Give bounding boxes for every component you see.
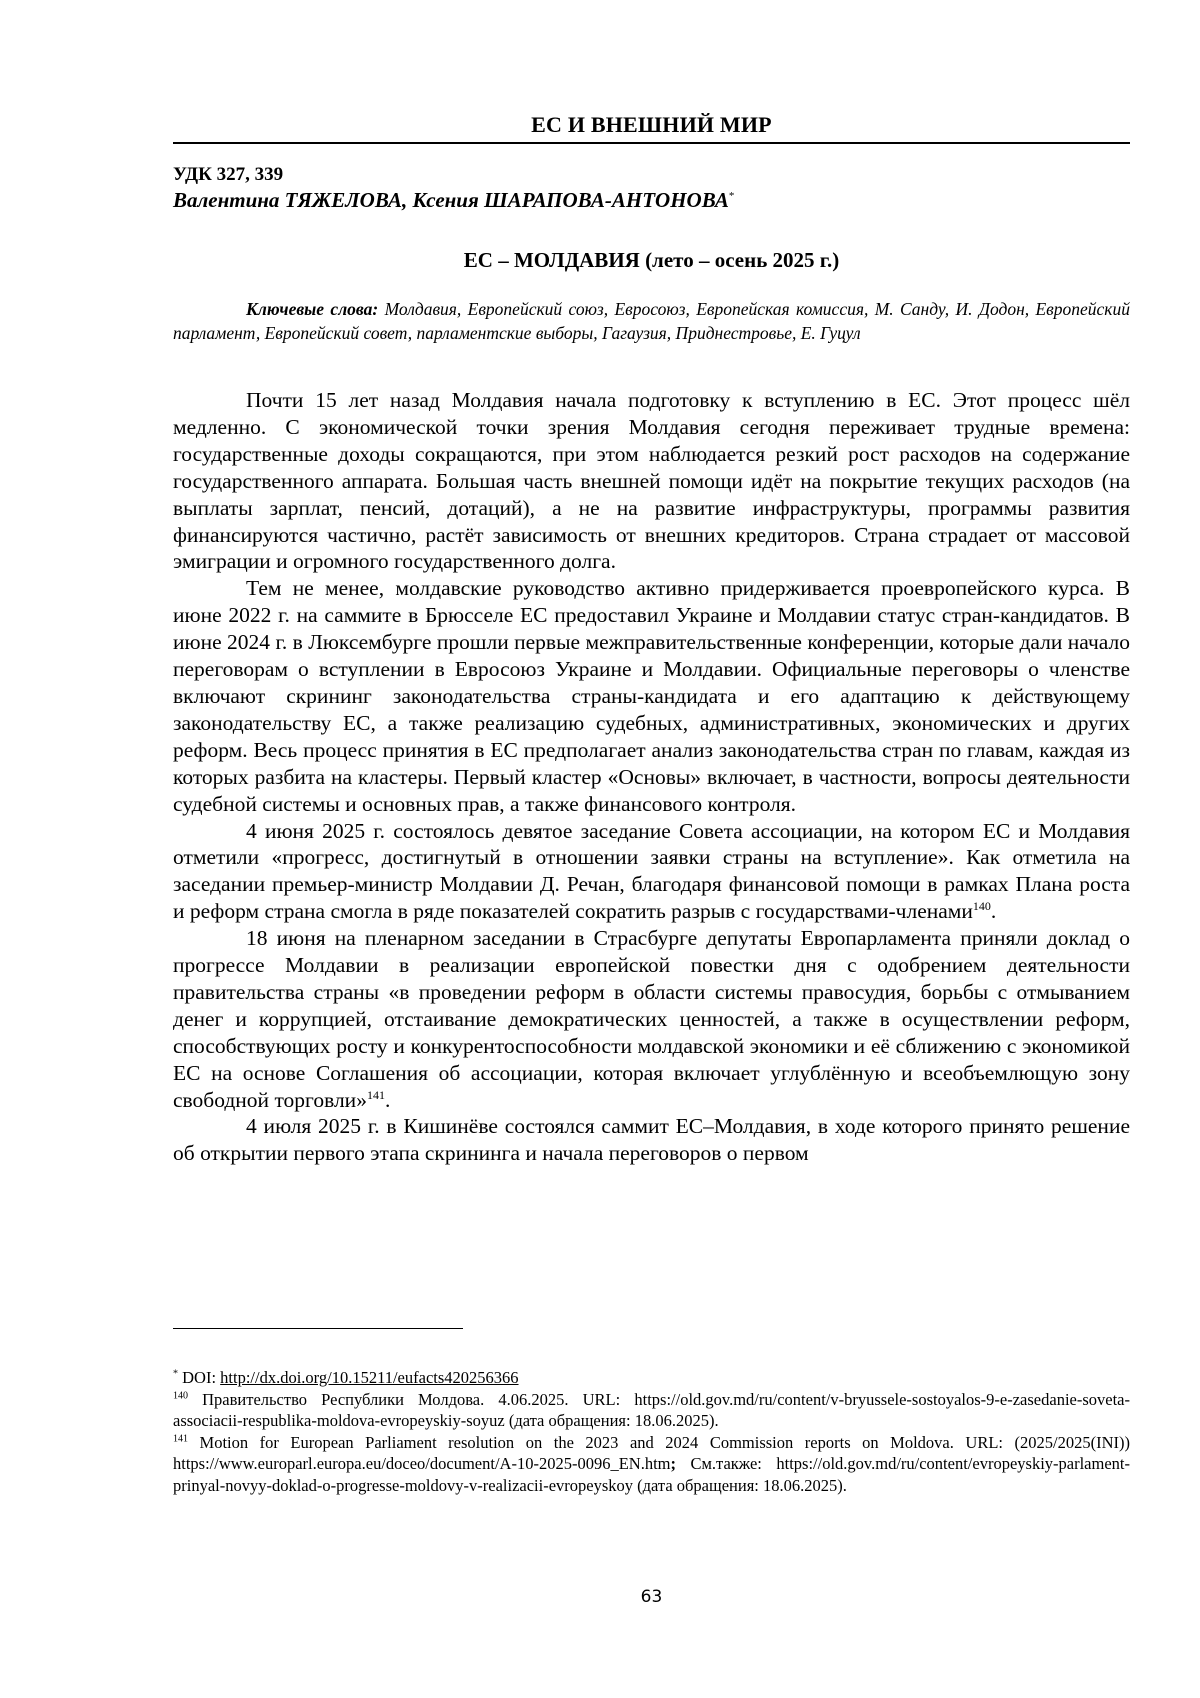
paragraph <box>173 818 1130 926</box>
section-header: ЕС И ВНЕШНИЙ МИР <box>531 112 772 137</box>
article-body <box>173 387 1130 1167</box>
keywords-block <box>173 297 1130 345</box>
footnote-text: Motion for European Parliament resolution on the 2023 and 2024 Commission reports on Moldova. URL: (2025/2025(INI)) https://www.europarl.europa.eu/doceo/document/A-10-2025-0096_EN.htm <box>173 1432 1130 1473</box>
paragraph-end: . <box>990 899 997 924</box>
footnote-text-more: См.также: https://old.gov.md/ru/content/evropeyskiy-parlament-prinyal-novyy-doklad-o-progresse-moldovy-v-realizacii-evropeyskoy (дата обращения: 18.06.2025). <box>173 1454 1130 1495</box>
paragraph: 4 июля 2025 г. в Кишинёве состоялся саммит ЕС–Молдавия, в ходе которого принято решение об открытии первого этапа скрининга и начала переговоров о первом <box>173 1114 1130 1166</box>
footnotes <box>173 1367 1130 1496</box>
footnote-ref-141[interactable]: 141 <box>366 1087 385 1102</box>
paragraph-text: 4 июня 2025 г. состоялось девятое заседание Совета ассоциации, на котором ЕС и Молдавия отметили «прогресс, достигнутый в отношении заявки страны на вступление». Как отметила на заседании премьер-министр Молдавии Д. Речан, благодаря финансовой помощи в рамках Плана роста и реформ страна смогла в ряде показателей сократить разрыв с государствами-членами <box>173 818 1130 924</box>
doi-label: DOI: <box>182 1368 221 1387</box>
footnote-text: Правительство Республики Молдова. 4.06.2025. URL: https://old.gov.md/ru/content/v-bryussele-sostoyalos-9-e-zasedanie-soveta-associacii-respublika-moldova-evropeyskiy-soyuz (дата обращения: 18.06.2025). <box>173 1389 1130 1430</box>
authors-line <box>173 188 734 213</box>
footnote-141 <box>173 1432 1130 1497</box>
footnote-ref-140[interactable]: 140 <box>972 899 991 914</box>
paragraph <box>173 925 1130 1113</box>
footnote-140 <box>173 1389 1130 1432</box>
author-footnote-mark[interactable]: * <box>728 190 735 202</box>
footnote-mark: 141 <box>173 1433 188 1444</box>
udc-code: УДК 327, 339 <box>173 164 284 185</box>
footnote-mark: * <box>173 1368 178 1380</box>
section-divider <box>173 142 1130 144</box>
paragraph-text: 18 июня на пленарном заседании в Страсбурге депутаты Европарламента приняли доклад о прогрессе Молдавии в реализации европейской повестки дня с одобрением деятельности правительства страны «в проведении реформ в области системы правосудия, борьбы с отмыванием денег и коррупцией, отстаивание демократических ценностей, а также в осуществлении реформ, способствующих росту и конкурентоспособности молдавской экономики и её сближению с экономикой ЕС на основе Соглашения об ассоциации, которая включает углублённую и всеобъемлющую зону свободной торговли» <box>173 926 1130 1112</box>
keywords-text: Молдавия, Европейский союз, Евросоюз, Европейская комиссия, М. Санду, И. Додон, Европейский парламент, Европейский совет, парламентские выборы, Гагаузия, Приднестровье, Е. Гуцул <box>173 299 1130 343</box>
footnote-separator: ; <box>670 1454 676 1473</box>
footnote-doi <box>173 1367 1130 1389</box>
footnote-divider <box>173 1328 463 1329</box>
footnote-mark: 140 <box>173 1390 188 1401</box>
paragraph: Почти 15 лет назад Молдавия начала подготовку к вступлению в ЕС. Этот процесс шёл медленно. С экономической точки зрения Молдавия сегодня переживает трудные времена: государственные доходы сокращаются, при этом наблюдается резкий рост расходов на содержание государственного аппарата. Большая часть внешней помощи идёт на покрытие текущих расходов (на выплаты зарплат, пенсий, дотаций), а не на развитие инфраструктуры, программы развития финансируются частично, растёт зависимость от внешних кредиторов. Страна страдает от массовой эмиграции и огромного государственного долга. <box>173 388 1130 574</box>
article-title: ЕС – МОЛДАВИЯ (лето – осень 2025 г.) <box>463 248 840 272</box>
page-number: 63 <box>640 1587 663 1607</box>
keywords-label: Ключевые слова: <box>246 299 379 319</box>
paragraph: Тем не менее, молдавские руководство активно придерживается проевропейского курса. В июне 2022 г. на саммите в Брюсселе ЕС предоставил Украине и Молдавии статус стран-кандидатов. В июне 2024 г. в Люксембурге прошли первые межправительственные конференции, которые дали начало переговорам о вступлении в Евросоюз Украине и Молдавии. Официальные переговоры о членстве включают скрининг законодательства страны-кандидата и его адаптацию к действующему законодательству ЕС, а также реализацию судебных, административных, экономических и других реформ. Весь процесс принятия в ЕС предполагает анализ законодательства стран по главам, каждая из которых разбита на кластеры. Первый кластер «Основы» включает, в частности, вопросы деятельности судебной системы и основных прав, а также финансового контроля. <box>173 576 1130 816</box>
paragraph-end: . <box>384 1087 391 1112</box>
doi-link[interactable]: http://dx.doi.org/10.15211/eufacts420256366 <box>220 1368 519 1387</box>
authors: Валентина ТЯЖЕЛОВА, Ксения ШАРАПОВА-АНТОНОВА <box>173 188 729 212</box>
